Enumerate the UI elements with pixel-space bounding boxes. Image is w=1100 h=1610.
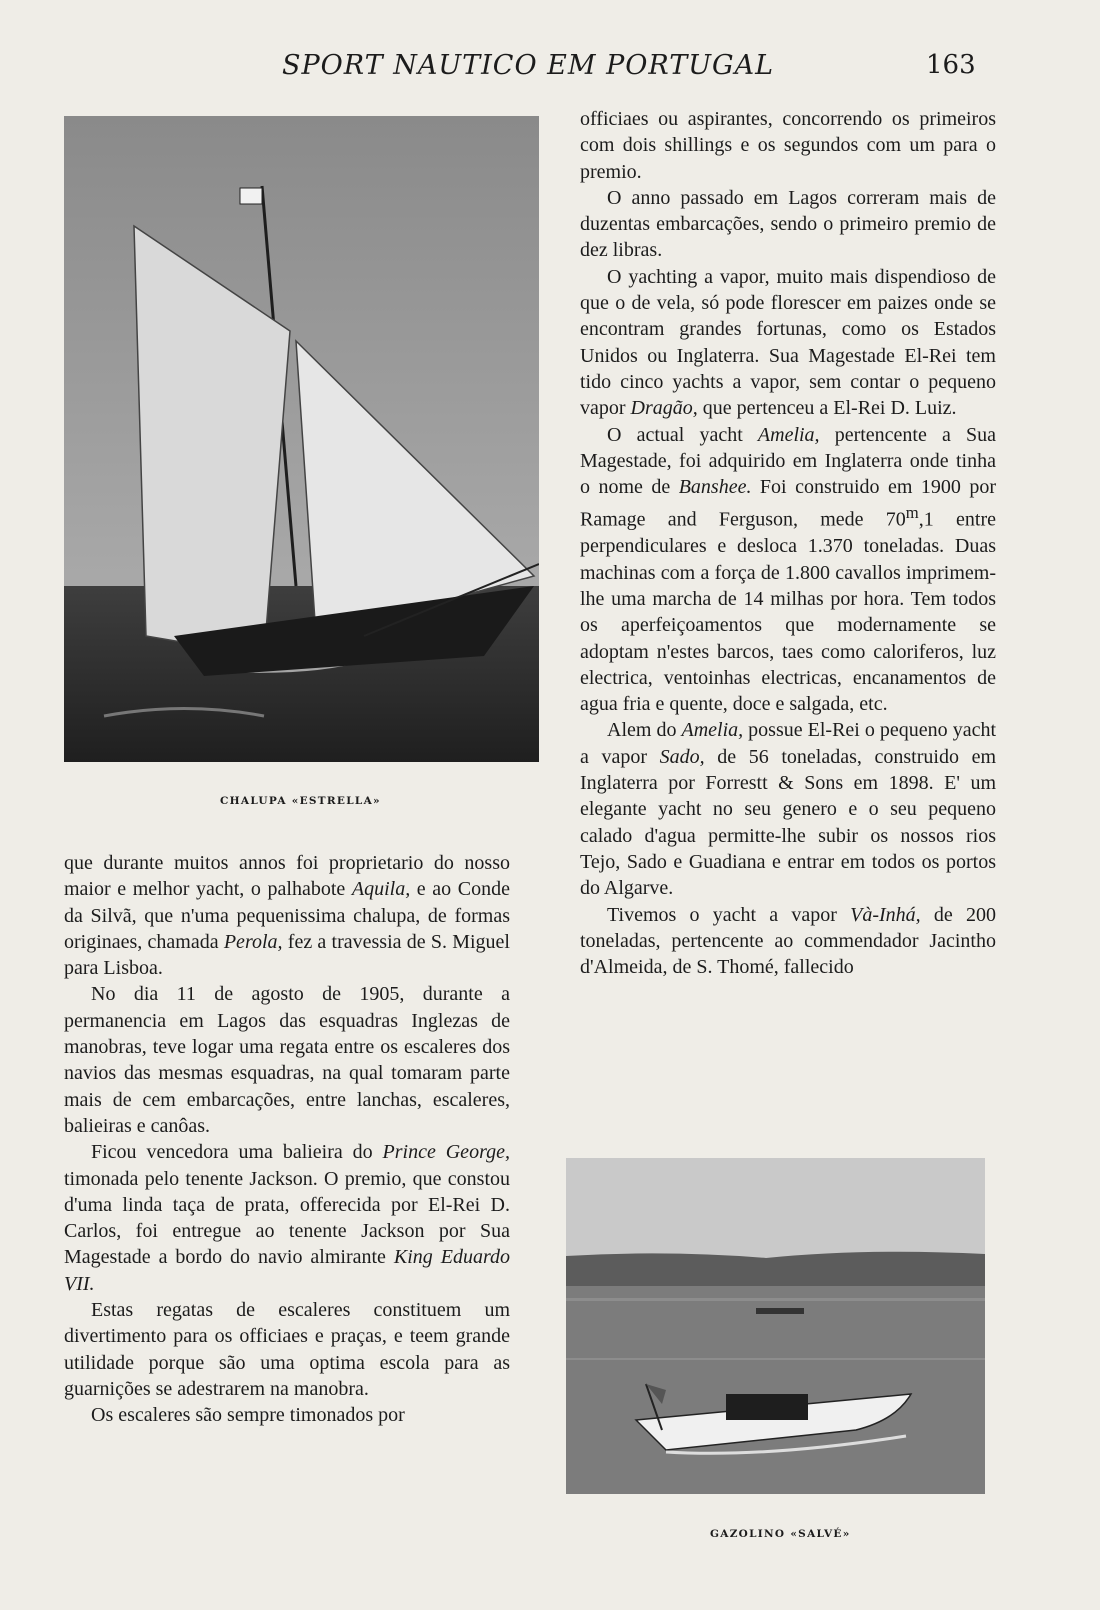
paragraph: que durante muitos annos foi proprietario do nosso maior e melhor yacht, o palhabote Aquila, e ao Conde da Silvã, que n'uma pequenissima chalupa, de formas originaes, chamada Perola, fez a travessia de S. Miguel para Lisboa. (64, 852, 510, 980)
paragraph: O yachting a vapor, muito mais dispendioso de que o de vela, só pode florescer em paizes onde se encontram grandes fortunas, como os Estados Unidos ou Inglaterra. Sua Magestade El-Rei tem tido cinco yachts a vapor, sem contar o pequeno vapor Dragão, que pertenceu a El-Rei D. Luiz. (580, 265, 996, 420)
paragraph: Tivemos o yacht a vapor Và-Inhá, de 200 toneladas, pertencente ao commendador Jacintho d'Almeida, de S. Thomé, fallecido (580, 903, 996, 979)
paragraph: No dia 11 de agosto de 1905, durante a permanencia em Lagos das esquadras Inglezas de manobras, teve logar uma regata entre os escaleres dos navios das mesmas esquadras, na qual tomaram parte mais de cem embarcações, entre lanchas, escaleres, balieiras e canôas. (64, 983, 510, 1137)
paragraph: O actual yacht Amelia, pertencente a Sua Magestade, foi adquirido em Inglaterra onde tinha o nome de Banshee. Foi construido em 1900 por Ramage and Ferguson, mede 70$^m$,1 entre perpendiculares e desloca 1.370 toneladas. Duas machinas com a força de 1.800 cavallos imprimem-lhe uma marcha de 14 milhas por hora. Tem todos os aperfeiçoamentos que modernamente se adoptam n'estes barcos, taes como caloriferos, luz electrica, ventoinhas electricas, encanamentos de agua fria e quente, doce e salgada, etc. (580, 423, 996, 716)
left-text-column (64, 850, 510, 1429)
paragraph: Alem do Amelia, possue El-Rei o pequeno yacht a vapor Sado, de 56 toneladas, construido em Inglaterra por Forrestt & Sons em 1898. E' um elegante yacht no seu genero e o seu pequeno calado d'agua permitte-lhe subir os nossos rios Tejo, Sado e Guadiana e entrar em todos os portos do Algarve. (580, 719, 997, 900)
sloop-caption: CHALUPA «ESTRELLA» (220, 795, 381, 807)
right-text-column (580, 106, 996, 980)
page-number: 163 (926, 50, 976, 80)
paragraph: Os escaleres são sempre timonados por (91, 1404, 405, 1427)
paragraph: O anno passado em Lagos correram mais de duzentas embarcações, sendo o primeiro premio de dez libras. (580, 186, 996, 262)
launch-caption: GAZOLINO «SALVÉ» (710, 1528, 851, 1540)
running-title: SPORT NAUTICO EM PORTUGAL (282, 50, 775, 81)
paragraph: officiaes ou aspirantes, concorrendo os primeiros com dois shillings e os segundos com um para o premio. (580, 108, 996, 183)
paragraph: Estas regatas de escaleres constituem um divertimento para os officiaes e praças, e teem grande utilidade porque são uma optima escola para as guarnições se adestrarem na manobra. (64, 1299, 510, 1400)
launch-photo (566, 1158, 985, 1494)
paragraph: Ficou vencedora uma balieira do Prince George, timonada pelo tenente Jackson. O premio, que constou d'uma linda taça de prata, offerecida por El-Rei D. Carlos, foi entregue ao tenente Jackson por Sua Magestade a bordo do navio almirante King Eduardo VII. (64, 1141, 511, 1295)
sloop-photo (64, 116, 539, 762)
